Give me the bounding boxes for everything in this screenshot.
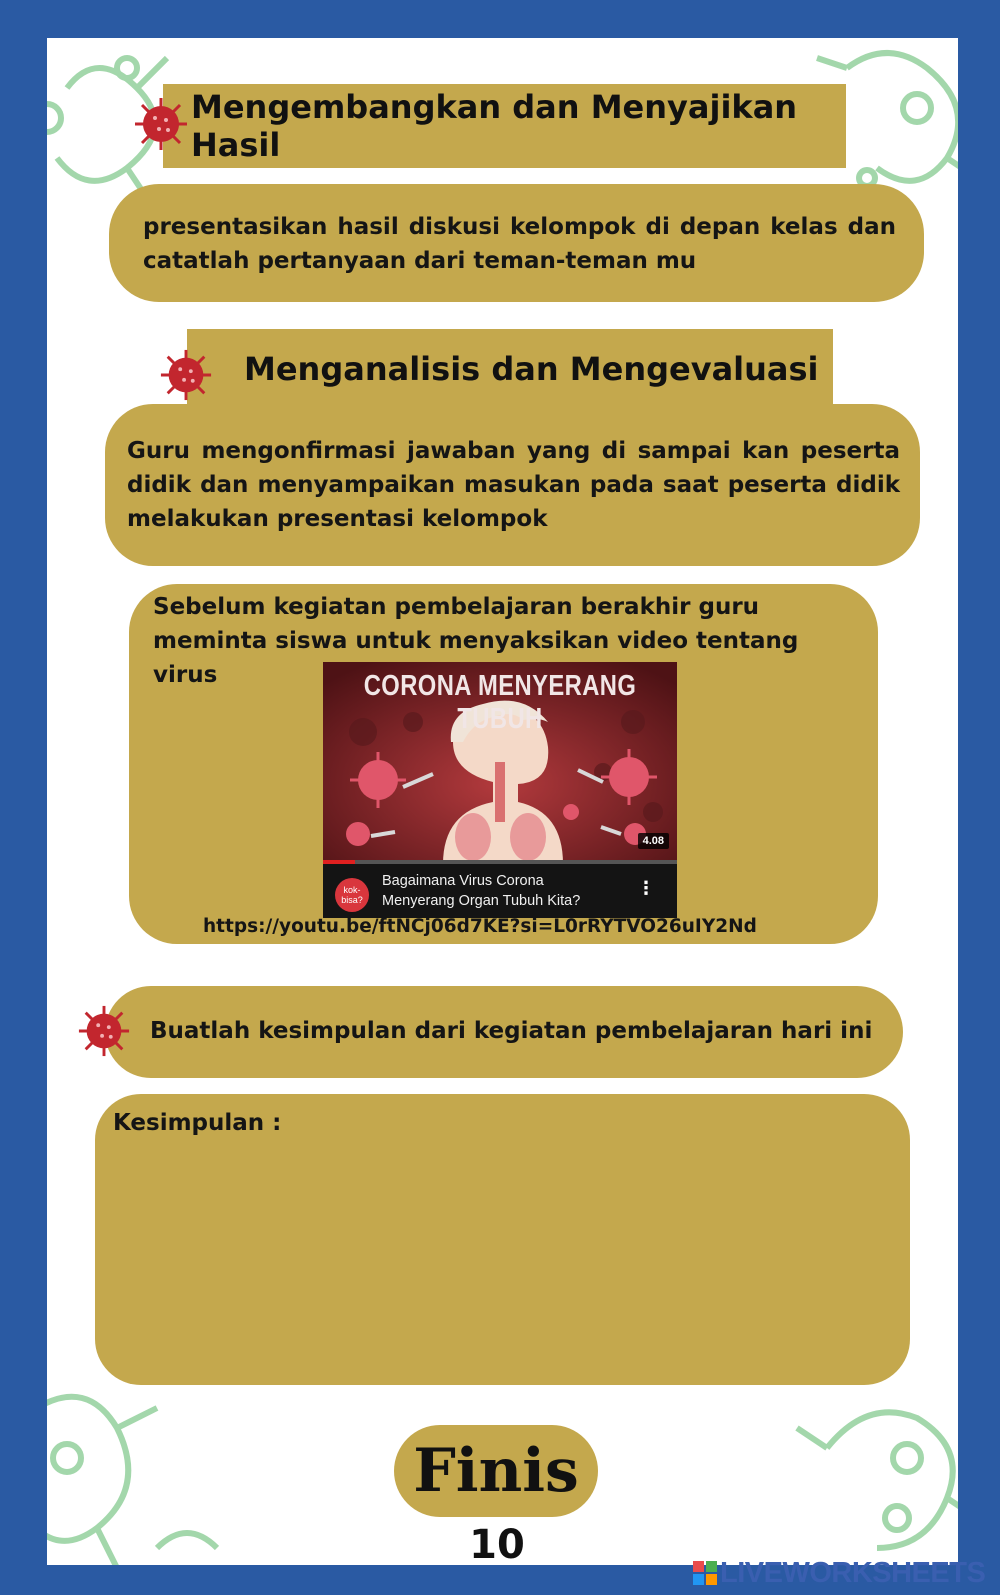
video-title-line1[interactable]: Bagaimana Virus Corona — [382, 873, 544, 889]
conclusion-answer-box[interactable] — [95, 1094, 910, 1385]
virus-icon — [159, 348, 213, 402]
instruction-text-hasil: presentasikan hasil diskusi kelompok di depan kelas dan catatlah pertanyaan dari teman-teman mu — [143, 214, 896, 274]
liveworksheets-logo — [693, 1558, 985, 1588]
video-title-line2[interactable]: Menyerang Organ Tubuh Kita? — [382, 893, 581, 909]
video-link[interactable]: https://youtu.be/ftNCj06d7KE?si=L0rRYTVO26uIY2Nd — [203, 916, 757, 937]
video-info-bar — [323, 864, 677, 918]
video-duration: 4.08 — [638, 833, 669, 849]
conclusion-prompt-text: Buatlah kesimpulan dari kegiatan pembelajaran hari ini — [150, 1018, 873, 1044]
finish-badge — [394, 1425, 598, 1517]
worksheet-page — [47, 38, 958, 1565]
liveworksheets-icon — [693, 1561, 717, 1585]
page-number: 10 — [469, 1522, 525, 1565]
channel-logo[interactable]: kok-bisa? — [335, 878, 369, 912]
virus-icon — [133, 96, 189, 152]
virus-icon — [77, 1004, 131, 1058]
section-header-hasil — [163, 84, 846, 168]
conclusion-label: Kesimpulan : — [113, 1110, 282, 1136]
corner-virus-decoration-bottom-right — [787, 1378, 958, 1565]
video-thumbnail[interactable] — [323, 662, 677, 918]
video-intro-text: Sebelum kegiatan pembelajaran berakhir guru meminta siswa untuk menyaksikan video tentang virus — [153, 594, 799, 688]
section-title-evaluasi: Menganalisis dan Mengevaluasi — [244, 350, 819, 388]
conclusion-prompt-box — [105, 986, 903, 1078]
finish-text: Finis — [413, 1436, 579, 1506]
corner-virus-decoration-bottom-left — [47, 1378, 227, 1565]
liveworksheets-wordmark: LIVEWORKSHEETS — [720, 1556, 986, 1589]
section-title-hasil: Mengembangkan dan Menyajikan Hasil — [191, 88, 798, 164]
instruction-text-evaluasi: Guru mengonfirmasi jawaban yang di sampai kan peserta didik dan menyampaikan masukan pada saat peserta didik melakukan presentasi kelompok — [127, 438, 900, 532]
video-thumbnail-title: CORONA MENYERANG TUBUH — [363, 670, 637, 735]
kebab-menu-icon[interactable]: ⋮ — [637, 878, 655, 899]
section-header-evaluasi — [187, 329, 833, 409]
instruction-box-evaluasi — [105, 404, 920, 566]
instruction-box-hasil — [109, 184, 924, 302]
